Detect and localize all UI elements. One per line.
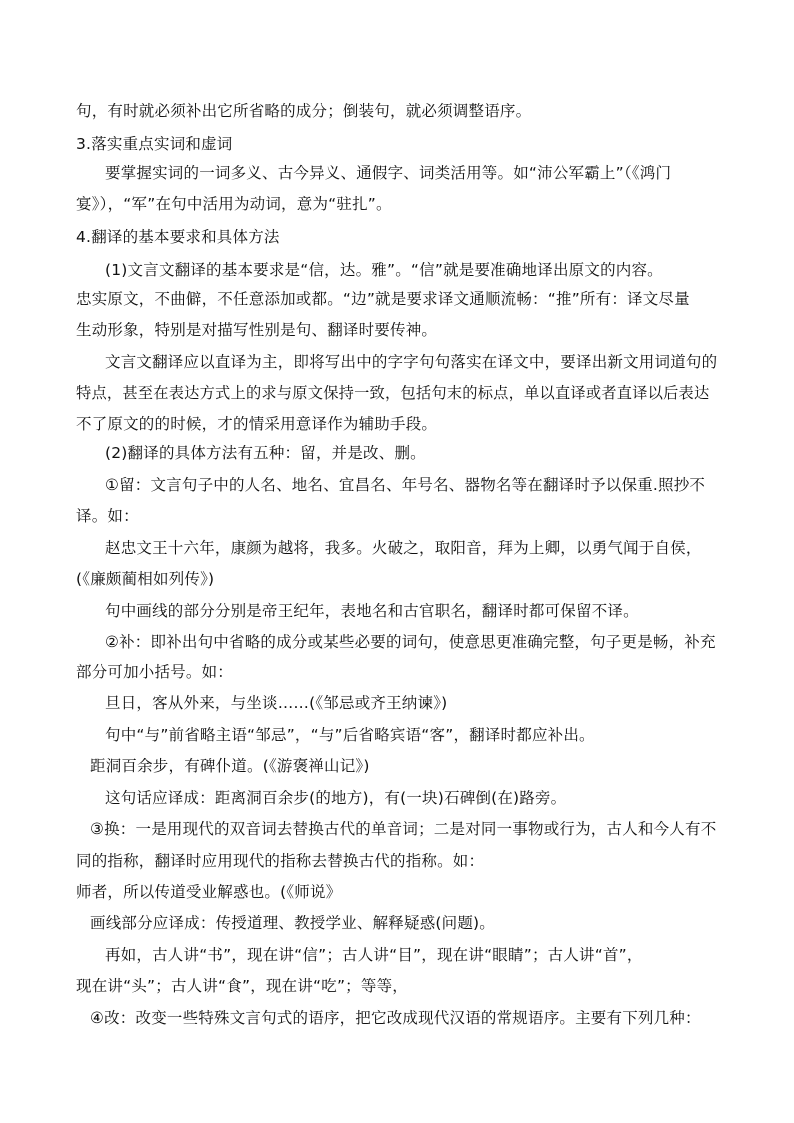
text-line: 师者，所以传道受业解惑也。(《师说》 <box>76 883 342 901</box>
text-line: ②补：即补出句中省略的成分或某些必要的词句，使意思更准确完整，句子更是畅，补充 <box>105 633 716 651</box>
text-line: 赵忠文王十六年，康颜为越将，我多。火破之，取阳音，拜为上卿，以勇气闻于自侯， <box>105 539 702 557</box>
text-line: 这句话应译成：距离洞百余步(的地方)，有(一块)石碑倒(在)路旁。 <box>105 789 567 807</box>
text-line: 文言文翻译应以直译为主，即将写出中的字字句句落实在译文中，要译出新文用词道句的 <box>105 353 718 371</box>
text-line: 要掌握实词的一词多义、古今异义、通假字、词类活用等。如“沛公军霸上”（《鸿门 <box>105 164 672 182</box>
text-line: 部分可加小括号。如： <box>76 663 234 681</box>
text-line: (1)文言文翻译的基本要求是“信，达。雅”。“信”就是要准确地译出原文的内容。 <box>105 261 663 279</box>
text-line: 距洞百余步，有碑仆道。(《游褒禅山记》) <box>90 757 370 775</box>
text-line: 句中“与”前省略主语“邹忌”，“与”后省略宾语“客”，翻译时都应补出。 <box>105 726 595 744</box>
text-line: (《廉颇蔺相如列传》) <box>76 570 215 588</box>
section-heading: 4.翻译的基本要求和具体方法 <box>76 228 280 246</box>
text-line: 句，有时就必须补出它所省略的成分；倒装句，就必须调整语序。 <box>76 102 532 120</box>
text-line: 译。如： <box>76 507 139 525</box>
text-line: 特点，甚至在表达方式上的求与原文保持一致，包括句末的标点，单以直译或者直译以后表达 <box>76 384 710 402</box>
section-heading: 3.落实重点实词和虚词 <box>76 135 233 153</box>
text-line: 画线部分应译成：传授道理、教授学业、解释疑惑(问题)。 <box>90 914 495 932</box>
text-line: 生动形象，特别是对描写性别是句、翻译时要传神。 <box>76 321 438 339</box>
text-line: 句中画线的部分分别是帝王纪年，表地名和古官职名，翻译时都可保留不译。 <box>105 602 639 620</box>
text-line: ④改：改变一些特殊文言句式的语序，把它改成现代汉语的常规语序。主要有下列几种： <box>90 1009 701 1027</box>
text-line: ③换：一是用现代的双音词去替换古代的单音词；二是对同一事物或行为，古人和今人有不 <box>90 820 717 838</box>
text-line: 宴》），“军”在句中活用为动词，意为“驻扎”。 <box>76 195 392 213</box>
text-line: 同的指称，翻译时应用现代的指称去替换古代的指称。如： <box>76 852 485 870</box>
text-line: 再如，古人讲“书”，现在讲“信”；古人讲“目”，现在讲“眼睛”；古人讲“首”， <box>105 946 643 964</box>
text-line: 忠实原文，不曲僻，不任意添加或都。“边”就是要求译文通顺流畅：“推”所有：译文尽量 <box>76 290 690 308</box>
text-line: 不了原文的的时候，才的情采用意译作为辅助手段。 <box>76 415 438 433</box>
text-line: 现在讲“头”；古人讲“食”，现在讲“吃”；等等， <box>76 977 408 995</box>
text-line: (2)翻译的具体方法有五种：留，并是改、删。 <box>105 444 426 462</box>
text-line: ①留：文言句子中的人名、地名、宜昌名、年号名、器物名等在翻译时予以保重.照抄不 <box>105 476 706 494</box>
text-line: 旦日，客从外来，与坐谈……(《邹忌或齐王纳谏》) <box>105 694 448 712</box>
